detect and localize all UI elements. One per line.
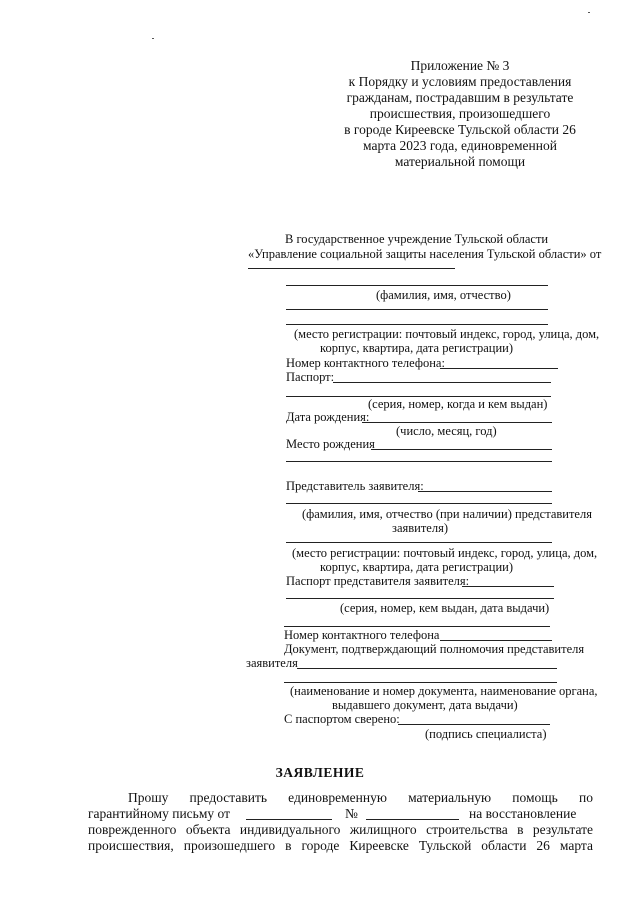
verified-label: С паспортом сверено: xyxy=(284,712,400,726)
phone-blank[interactable] xyxy=(440,368,558,369)
representative-blank[interactable] xyxy=(418,491,552,492)
statement-word: по xyxy=(578,790,593,805)
statement-heading: ЗАЯВЛЕНИЕ xyxy=(275,765,365,780)
statement-word: предоставить xyxy=(189,790,267,805)
fio-blank xyxy=(286,285,548,286)
addressee-line-1: В государственное учреждение Тульской области xyxy=(285,232,549,246)
phone-label: Номер контактного телефона: xyxy=(286,356,445,370)
guarantee-letter-date-blank[interactable] xyxy=(246,819,332,820)
passport-label: Паспорт: xyxy=(286,370,335,384)
authority-document-label-2: заявителя xyxy=(246,656,298,670)
appendix-line: Приложение № 3 xyxy=(410,58,510,73)
representative-passport-blank-2[interactable] xyxy=(286,598,554,599)
birthplace-label: Место рождения xyxy=(286,437,375,451)
representative-phone-label: Номер контактного телефона xyxy=(284,628,440,642)
representative-registration-caption-2: корпус, квартира, дата регистрации) xyxy=(320,560,513,574)
authority-document-blank-2[interactable] xyxy=(284,682,557,683)
fio-caption: (фамилия, имя, отчество) xyxy=(376,288,511,302)
authority-document-blank-1[interactable] xyxy=(297,668,557,669)
appendix-line: материальной помощи xyxy=(394,154,526,169)
appendix-line: гражданам, пострадавшим в результате xyxy=(346,90,574,105)
passport-caption: (серия, номер, когда и кем выдан) xyxy=(368,397,548,411)
representative-passport-label: Паспорт представителя заявителя: xyxy=(286,574,470,588)
representative-passport-blank-1[interactable] xyxy=(462,586,554,587)
statement-word: помощь xyxy=(512,790,558,805)
representative-passport-caption: (серия, номер, кем выдан, дата выдачи) xyxy=(340,601,550,615)
appendix-line: в городе Киреевске Тульской области 26 xyxy=(344,122,576,137)
applicant-name-blank xyxy=(248,268,455,269)
representative-fio-blank[interactable] xyxy=(286,503,552,504)
birthdate-blank[interactable] xyxy=(362,422,552,423)
guarantee-letter-number-blank[interactable] xyxy=(366,819,459,820)
representative-phone-blank[interactable] xyxy=(440,640,552,641)
scan-speck xyxy=(588,12,590,13)
appendix-header xyxy=(330,58,590,170)
signature-caption: (подпись специалиста) xyxy=(425,727,547,741)
authority-document-label-1: Документ, подтверждающий полномочия представителя xyxy=(284,642,585,656)
representative-passport-blank-3[interactable] xyxy=(284,626,550,627)
statement-line-4: происшествия, произошедшего в городе Киреевске Тульской области 26 марта xyxy=(88,838,593,853)
registration-caption-1: (место регистрации: почтовый индекс, город, улица, дом, xyxy=(294,327,600,341)
birthdate-label: Дата рождения: xyxy=(286,410,370,424)
appendix-line: происшествия, произошедшего xyxy=(369,106,551,121)
representative-label: Представитель заявителя: xyxy=(286,479,424,493)
statement-word: Прошу xyxy=(128,790,169,805)
birthplace-blank-2[interactable] xyxy=(286,461,552,462)
appendix-line: марта 2023 года, единовременной xyxy=(363,138,557,153)
statement-line-3: поврежденного объекта индивидуального жилищного строительства в результате xyxy=(88,822,593,837)
representative-registration-caption-1: (место регистрации: почтовый индекс, город, улица, дом, xyxy=(292,546,598,560)
number-sign: № xyxy=(345,806,358,821)
statement-word: единовременную xyxy=(288,790,387,805)
registration-blank-2 xyxy=(286,324,548,325)
addressee-line-2: «Управление социальной защиты населения Тульской области» от xyxy=(248,247,602,261)
birthplace-blank-1[interactable] xyxy=(371,449,552,450)
authority-document-caption-1: (наименование и номер документа, наименование органа, xyxy=(290,684,598,698)
representative-fio-caption-2: заявителя) xyxy=(392,521,448,535)
statement-line-1 xyxy=(128,790,593,806)
statement-text: на восстановление xyxy=(469,806,577,821)
statement-word: материальную xyxy=(408,790,492,805)
authority-document-caption-2: выдавшего документ, дата выдачи) xyxy=(332,698,518,712)
representative-registration-blank[interactable] xyxy=(286,542,552,543)
registration-blank-1 xyxy=(286,309,548,310)
appendix-line: к Порядку и условиям предоставления xyxy=(348,74,572,89)
passport-blank-1[interactable] xyxy=(333,382,551,383)
signature-blank[interactable] xyxy=(398,724,550,725)
registration-caption-2: корпус, квартира, дата регистрации) xyxy=(320,341,513,355)
scan-speck xyxy=(152,38,154,39)
statement-text: гарантийному письму от xyxy=(88,806,230,821)
representative-fio-caption-1: (фамилия, имя, отчество (при наличии) представителя xyxy=(302,507,592,521)
birthdate-caption: (число, месяц, год) xyxy=(396,424,497,438)
